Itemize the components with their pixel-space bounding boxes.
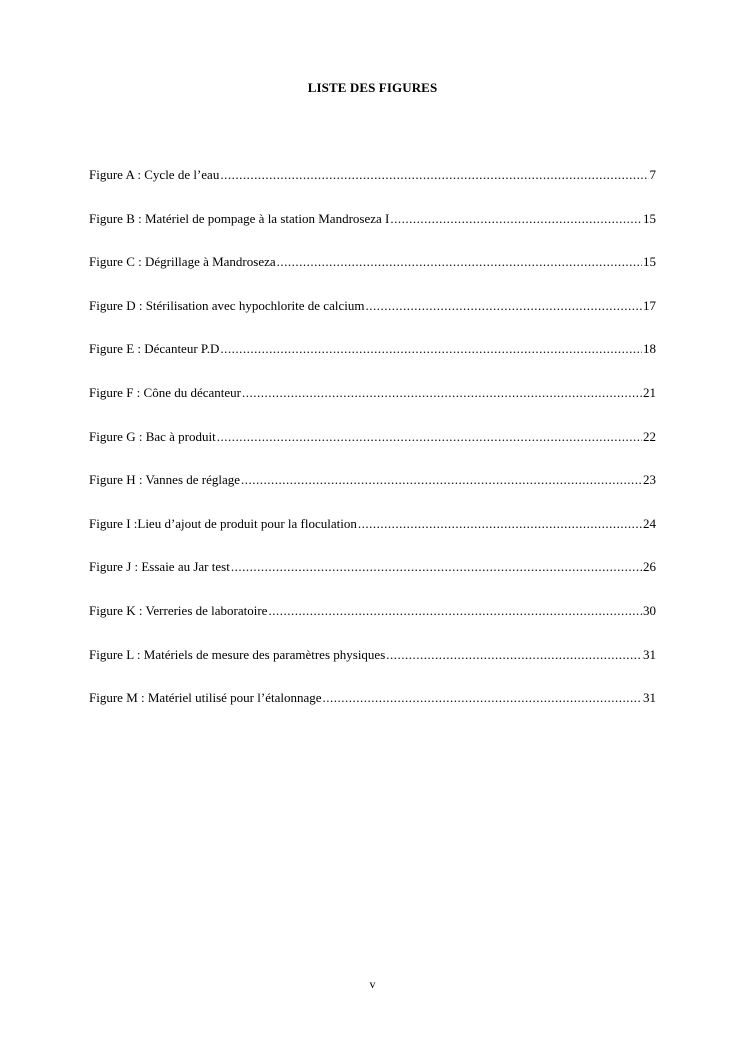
figure-entry-c — [89, 253, 656, 297]
figure-page-number: 7 — [649, 167, 656, 182]
figure-page-number: 22 — [643, 428, 656, 444]
figure-entry-i — [89, 515, 656, 559]
figure-label: Figure C : Dégrillage à Mandroseza — [89, 254, 276, 270]
dot-leader — [268, 602, 642, 620]
figure-list — [89, 166, 656, 733]
figure-label: Figure H : Vannes de réglage — [89, 472, 241, 488]
figure-entry-f — [89, 384, 656, 428]
dot-leader — [220, 166, 648, 184]
figure-label: Figure K : Verreries de laboratoire — [89, 602, 268, 618]
page-title: LISTE DES FIGURES — [307, 80, 438, 95]
figure-page-number: 26 — [643, 559, 656, 575]
figure-page-number: 21 — [643, 384, 656, 400]
figure-label: Figure E : Décanteur P.D — [89, 341, 220, 357]
figure-entry-h — [89, 471, 656, 515]
figure-page-number: 15 — [643, 254, 656, 270]
figure-label: Figure G : Bac à produit — [89, 428, 216, 444]
figure-label: Figure M : Matériel utilisé pour l’étalonnage — [89, 690, 322, 706]
figure-page-number: 31 — [643, 646, 656, 662]
figure-entry-d — [89, 297, 656, 341]
figure-entry-l — [89, 646, 656, 690]
figure-page-number: 18 — [643, 341, 656, 357]
dot-leader — [277, 253, 642, 271]
figure-entry-a — [89, 166, 656, 210]
figure-page-number: 23 — [643, 472, 656, 488]
dot-leader — [242, 384, 642, 402]
figure-page-number: 24 — [643, 515, 656, 531]
figure-label: Figure J : Essaie au Jar test — [89, 559, 230, 575]
figure-label: Figure F : Cône du décanteur — [89, 384, 241, 400]
dot-leader — [365, 297, 642, 315]
figure-label: Figure I :Lieu d’ajout de produit pour la floculation — [89, 515, 357, 531]
dot-leader — [231, 558, 642, 576]
figure-label: Figure D : Stérilisation avec hypochlorite de calcium — [89, 297, 365, 313]
figure-page-number: 31 — [643, 690, 656, 706]
figure-entry-e — [89, 340, 656, 384]
figure-label: Figure L : Matériels de mesure des paramètres physiques — [89, 646, 386, 662]
dot-leader — [390, 210, 642, 228]
dot-leader — [241, 471, 642, 489]
figure-entry-b — [89, 210, 656, 254]
dot-leader — [217, 428, 642, 446]
figure-entry-k — [89, 602, 656, 646]
figure-entry-m — [89, 689, 656, 733]
dot-leader — [323, 689, 643, 707]
figure-entry-j — [89, 558, 656, 602]
figure-entry-g — [89, 428, 656, 472]
figure-label: Figure A : Cycle de l’eau — [89, 167, 220, 182]
figure-page-number: 15 — [643, 210, 656, 226]
dot-leader — [386, 646, 642, 664]
figure-page-number: 30 — [643, 602, 656, 618]
page-number: v — [369, 977, 376, 991]
figure-page-number: 17 — [643, 297, 656, 313]
dot-leader — [220, 340, 642, 358]
figure-label: Figure B : Matériel de pompage à la station Mandroseza I — [89, 210, 390, 226]
dot-leader — [358, 515, 642, 533]
